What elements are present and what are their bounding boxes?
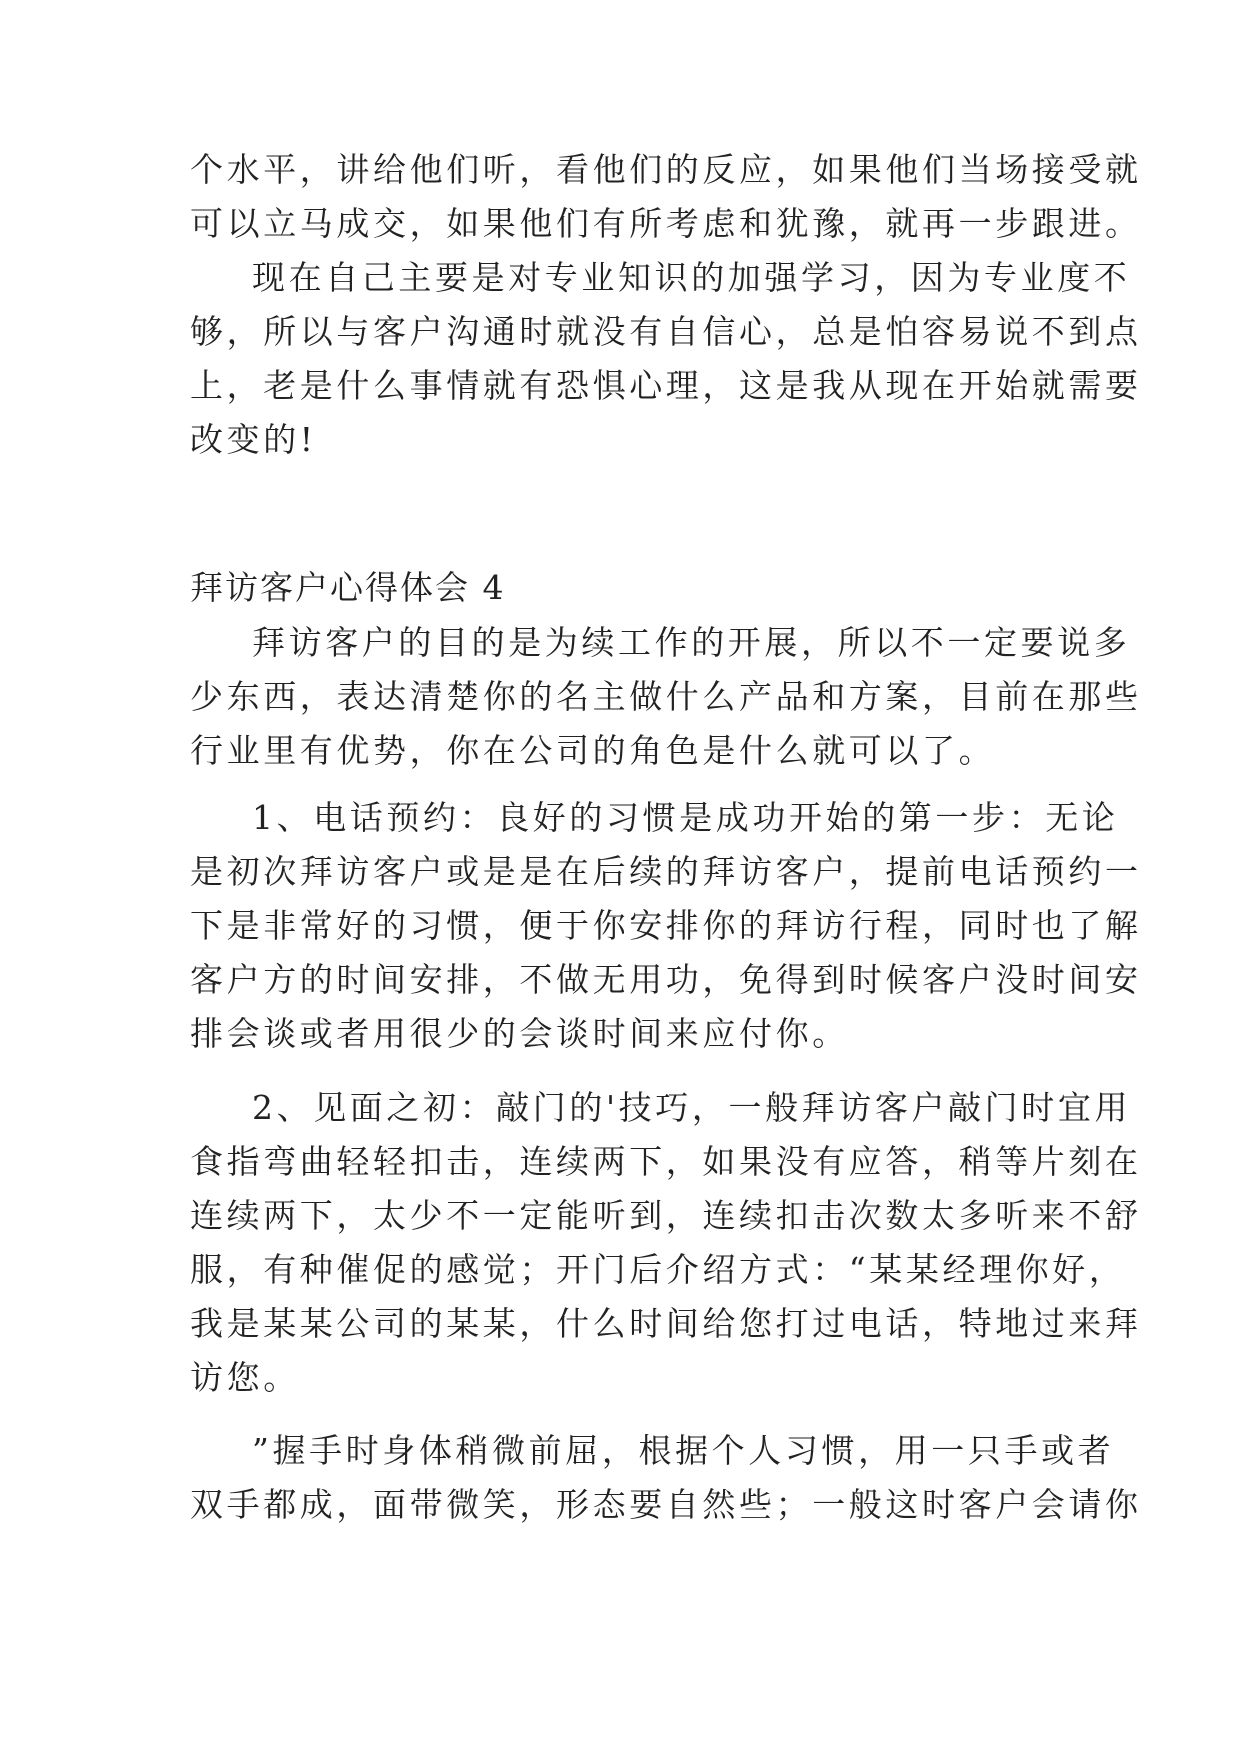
paragraph-line: 连续两下，太少不一定能听到，连续扣击次数太多听来不舒 (190, 1196, 1142, 1235)
paragraph-line: 个水平，讲给他们听，看他们的反应，如果他们当场接受就 (190, 150, 1142, 189)
paragraph-line: 是初次拜访客户或是是在后续的拜访客户，提前电话预约一 (190, 852, 1142, 891)
paragraph-line: 下是非常好的习惯，便于你安排你的拜访行程，同时也了解 (190, 906, 1142, 945)
paragraph-line: 拜访客户的目的是为续工作的开展，所以不一定要说多 (252, 623, 1131, 662)
paragraph-line: 2、见面之初：敲门的'技巧，一般拜访客户敲门时宜用 (252, 1088, 1132, 1127)
paragraph-line: 行业里有优势，你在公司的角色是什么就可以了。 (190, 731, 996, 770)
paragraph-line: 服，有种催促的感觉；开门后介绍方式：“某某经理你好， (190, 1250, 1126, 1289)
paragraph-line: 现在自己主要是对专业知识的加强学习，因为专业度不 (252, 258, 1131, 297)
paragraph-line: 1、电话预约：良好的习惯是成功开始的第一步：无论 (252, 798, 1119, 837)
paragraph-line: 可以立马成交，如果他们有所考虑和犹豫，就再一步跟进。 (190, 204, 1142, 243)
paragraph-line: 少东西，表达清楚你的名主做什么产品和方案，目前在那些 (190, 677, 1142, 716)
paragraph-line: 改变的! (190, 420, 317, 459)
paragraph-line: 够，所以与客户沟通时就没有自信心，总是怕容易说不到点 (190, 312, 1142, 351)
paragraph-line: 访您。 (190, 1358, 300, 1397)
paragraph-line: 双手都成，面带微笑，形态要自然些；一般这时客户会请你 (190, 1485, 1142, 1524)
paragraph-line: ”握手时身体稍微前屈，根据个人习惯，用一只手或者 (252, 1431, 1115, 1470)
paragraph-line: 食指弯曲轻轻扣击，连续两下，如果没有应答，稍等片刻在 (190, 1142, 1142, 1181)
paragraph-line: 我是某某公司的某某，什么时间给您打过电话，特地过来拜 (190, 1304, 1142, 1343)
paragraph-line: 上，老是什么事情就有恐惧心理，这是我从现在开始就需要 (190, 366, 1142, 405)
section-title: 拜访客户心得体会 4 (190, 568, 506, 607)
paragraph-line: 客户方的时间安排，不做无用功，免得到时候客户没时间安 (190, 960, 1142, 999)
paragraph-line: 排会谈或者用很少的会谈时间来应付你。 (190, 1014, 849, 1053)
